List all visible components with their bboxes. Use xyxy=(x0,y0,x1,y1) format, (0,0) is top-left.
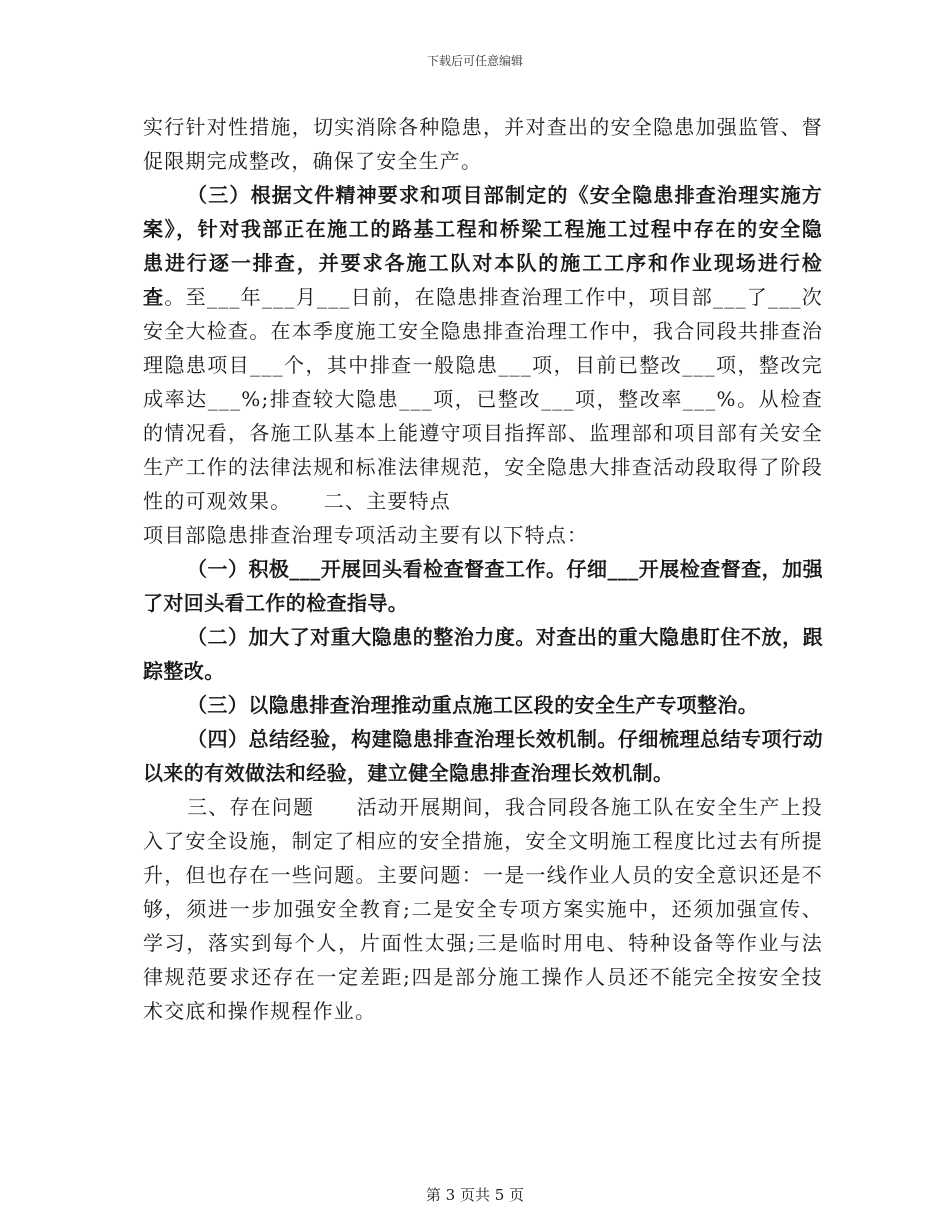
paragraph-2 xyxy=(143,178,823,518)
paragraph-6: （三）以隐患排查治理推动重点施工区段的安全生产专项整治。 xyxy=(187,693,759,717)
paragraph-3: 项目部隐患排查治理专项活动主要有以下特点： xyxy=(143,523,589,547)
paragraph-8: 三、存在问题 活动开展期间，我合同段各施工队在安全生产上投入了安全设施，制定了相应的安全措施，安全文明施工程度比过去有所提升，但也存在一些问题。主要问题：一是一线作业人员的安全意识还是不够，须进一步加强安全教育;二是安全专项方案实施中，还须加强宣传、学习，落实到每个人，片面性太强;三是临时用电、特种设备等作业与法律规范要求还存在一定差距;四是部分施工操作人员还不能完全按安全技术交底和操作规程作业。 xyxy=(143,795,823,1023)
paragraph-4: （一）积极___开展回头看检查督查工作。仔细___开展检查督查，加强了对回头看工作的检查指导。 xyxy=(143,557,823,615)
page-header: 下载后可任意编辑 xyxy=(426,54,523,68)
paragraph-5: （二）加大了对重大隐患的整治力度。对查出的重大隐患盯住不放，跟踪整改。 xyxy=(143,625,823,683)
paragraph-1: 实行针对性措施，切实消除各种隐患，并对查出的安全隐患加强监管、督促限期完成整改，确保了安全生产。 xyxy=(143,115,823,173)
document-body xyxy=(143,110,823,1028)
paragraph-7: （四）总结经验，构建隐患排查治理长效机制。仔细梳理总结专项行动以来的有效做法和经验，建立健全隐患排查治理长效机制。 xyxy=(143,727,823,785)
paragraph-2-rest: 。至___年___月___日前，在隐患排查治理工作中，项目部___了___次安全大检查。在本季度施工安全隐患排查治理工作中，我合同段共排查治理隐患项目___个，其中排查一般隐患___项，目前已整改___项，整改完成率达___%;排查较大隐患___项，已整改___项，整改率___%。从检查的情况看，各施工队基本上能遵守项目指挥部、监理部和项目部有关安全生产工作的法律法规和标准法律规范，安全隐患大排查活动段取得了阶段性的可观效果。 二、主要特点 xyxy=(143,285,824,513)
page-footer: 第 3 页共 5 页 xyxy=(425,1186,525,1204)
paragraph-2-bold: （三）根据文件精神要求和项目部制定的《安全隐患排查治理实施方案》，针对我部正在施工的路基工程和桥梁工程施工过程中存在的安全隐患进行逐一排查，并要求各施工队对本队的施工工序和作业现场进行检查 xyxy=(143,183,823,309)
